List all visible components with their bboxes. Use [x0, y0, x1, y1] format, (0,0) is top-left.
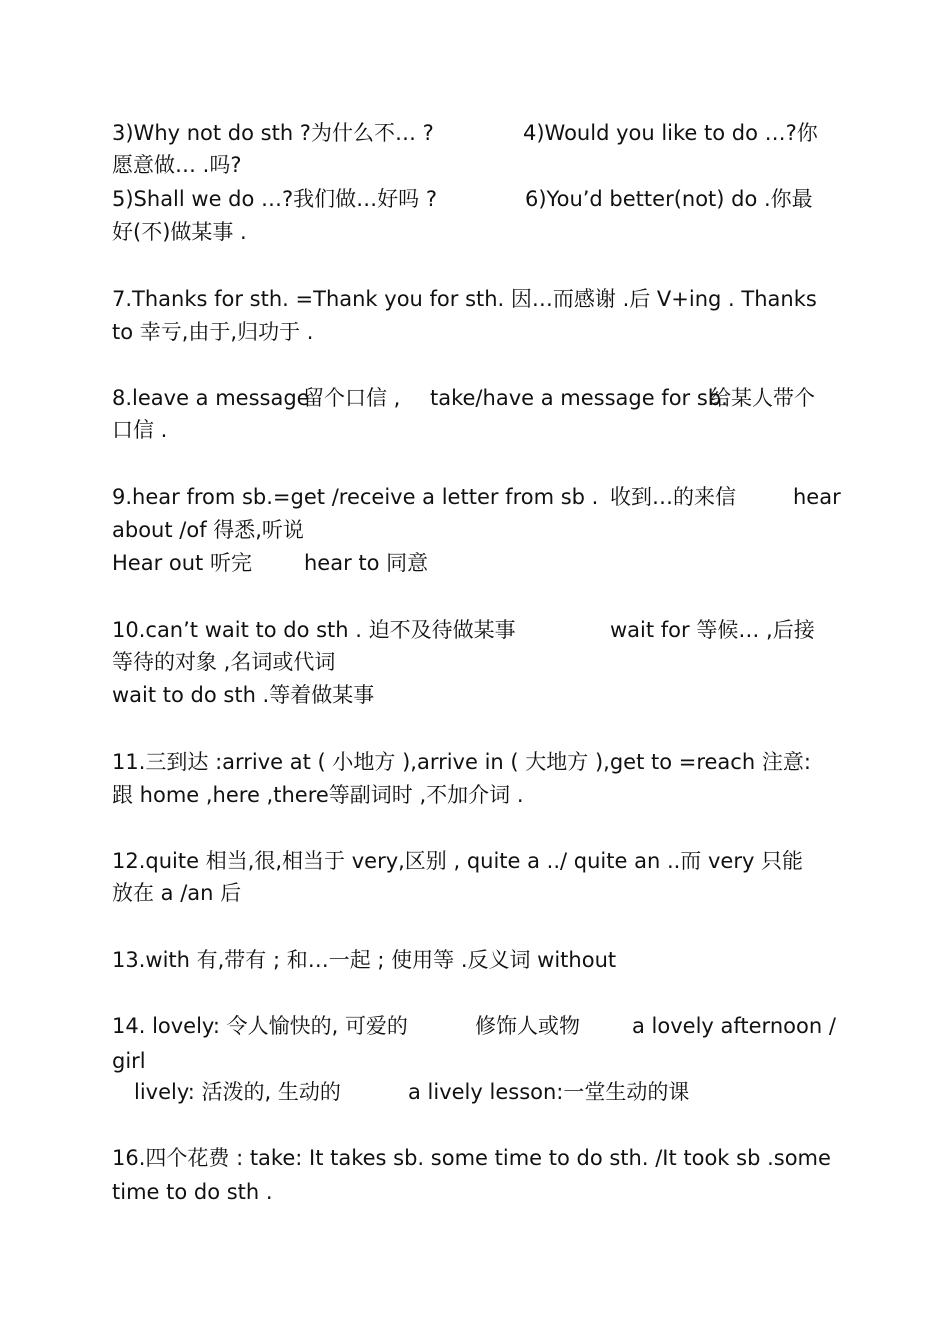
item-14-line-3b: a lively lesson:一堂生动的课 [408, 1080, 690, 1104]
item-5-text: 5)Shall we do …?我们做…好吗 ? [112, 187, 437, 211]
item-8-part-1: 8.leave a message [112, 386, 310, 410]
item-14-part-3: a lovely afternoon / [632, 1014, 836, 1038]
item-7-line-2: to 幸亏,由于,归功于 . [112, 320, 314, 344]
item-3-text: 3)Why not do sth ?为什么不… ? [112, 121, 434, 145]
item-9-part-2: 收到…的来信 [610, 485, 736, 509]
item-14-part-2: 修饰人或物 [475, 1014, 580, 1038]
item-4-continuation: 愿意做… .吗? [112, 153, 242, 177]
item-11-line-1: 11.三到达 :arrive at ( 小地方 ),arrive in ( 大地方 ),get to =reach 注意: [112, 750, 811, 774]
item-14-line-2: girl [112, 1049, 146, 1073]
item-13-line-1: 13.with 有,带有 ; 和…一起 ; 使用等 .反义词 without [112, 948, 617, 972]
item-6-text: 6)You’d better(not) do .你最 [525, 187, 813, 211]
item-9-part-3: hear [793, 485, 841, 509]
item-10-line-3: wait to do sth .等着做某事 [112, 683, 375, 707]
item-9-line-3a: Hear out 听完 [112, 551, 252, 575]
item-12-line-1: 12.quite 相当,很,相当于 very,区别 , quite a ../ quite an ..而 very 只能 [112, 849, 804, 873]
item-10-line-2: 等待的对象 ,名词或代词 [112, 650, 336, 674]
item-10-part-2: wait for 等候… ,后接 [610, 618, 815, 642]
item-9-part-1: 9.hear from sb.=get /receive a letter from sb . [112, 485, 599, 509]
item-7-line-1: 7.Thanks for sth. =Thank you for sth. 因…而感谢 .后 V+ing . Thanks [112, 287, 817, 311]
item-16-line-2: time to do sth . [112, 1180, 273, 1204]
item-8-part-4: 给某人带个 [710, 386, 815, 410]
item-8-part-2: 留个口信 , [303, 386, 401, 410]
item-16-line-1: 16.四个花费 : take: It takes sb. some time to do sth. /It took sb .some [112, 1146, 831, 1170]
item-6-continuation: 好(不)做某事 . [112, 220, 247, 244]
item-8-line-2: 口信 . [112, 418, 168, 442]
item-12-line-2: 放在 a /an 后 [112, 881, 242, 905]
item-10-part-1: 10.can’t wait to do sth . 迫不及待做某事 [112, 618, 516, 642]
item-4-text: 4)Would you like to do …?你 [523, 121, 818, 145]
item-9-line-3b: hear to 同意 [304, 551, 429, 575]
item-8-part-3: take/have a message for sb. [430, 386, 728, 410]
item-9-line-2: about /of 得悉,听说 [112, 518, 304, 542]
item-14-line-3a: lively: 活泼的, 生动的 [134, 1080, 341, 1104]
item-11-line-2: 跟 home ,here ,there等副词时 ,不加介词 . [112, 783, 524, 807]
item-14-part-1: 14. lovely: 令人愉快的, 可爱的 [112, 1014, 408, 1038]
